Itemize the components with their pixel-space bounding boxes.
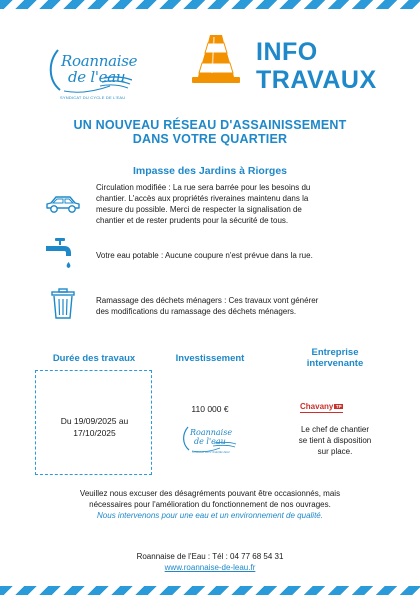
- info-travaux-title: [256, 38, 377, 94]
- logo-text-line2: de l'eau: [68, 68, 126, 86]
- duration-dates: [36, 415, 153, 439]
- duration-label: Durée des travaux: [52, 353, 136, 364]
- contractor-label-line2: intervenante: [306, 358, 364, 369]
- footer-contact: Roannaise de l'Eau : Tél : 04 77 68 54 31: [136, 552, 284, 561]
- contractor-badge: TP: [335, 404, 342, 410]
- logo-text-line1: Roannaise: [61, 52, 138, 70]
- site-manager-line2: se tient à disposition: [298, 436, 372, 445]
- roannaise-small-logo: [180, 424, 240, 456]
- apology-line2: nécessaires pour l'amélioration du fonctionnement de nos ouvrages.: [89, 500, 331, 509]
- duration-line1: Du 19/09/2025 au: [60, 416, 129, 426]
- site-manager-line3: sur place.: [317, 447, 353, 456]
- info-title-line2: TRAVAUX: [256, 66, 377, 94]
- traffic-line4: chantier et de rester prudents pour la sécurité de tous.: [96, 216, 289, 225]
- location-subtitle: Impasse des Jardins à Riorges: [132, 165, 288, 177]
- traffic-line1: Circulation modifiée : La rue sera barrée pour les besoins du: [96, 183, 311, 192]
- trash-bin-icon: [50, 288, 76, 320]
- contractor-logo: [300, 402, 343, 413]
- website-link[interactable]: www.roannaise-de-leau.fr: [164, 563, 256, 572]
- traffic-line2: chantier. L'accès aux propriétés riveraines maintenu dans la: [96, 194, 309, 203]
- apology-slogan: Nous intervenons pour une eau et un environnement de qualité.: [97, 511, 323, 520]
- contractor-label-line1: Entreprise: [311, 347, 359, 358]
- small-logo-text-line1: Roannaise: [190, 428, 233, 437]
- investment-label: Investissement: [175, 353, 245, 364]
- roannaise-logo: [44, 44, 138, 104]
- headline: [0, 118, 420, 146]
- car-icon: [44, 192, 82, 216]
- logo-tagline: SYNDICAT DU CYCLE DE L'EAU: [60, 95, 126, 100]
- duration-box: [35, 370, 152, 475]
- top-hazard-stripe: [0, 0, 420, 9]
- apology-line1: Veuillez nous excuser des désagréments pouvant être occasionnés, mais: [79, 489, 341, 498]
- footer: [0, 551, 420, 573]
- waste-line1: Ramassage des déchets ménagers : Ces travaux vont générer: [96, 296, 319, 305]
- small-logo-text-line2: de l'eau: [194, 437, 226, 446]
- water-line1: Votre eau potable : Aucune coupure n'est prévue dans la rue.: [96, 251, 313, 260]
- traffic-cone-icon: [188, 33, 244, 85]
- bottom-hazard-stripe: [0, 586, 420, 595]
- headline-line2: DANS VOTRE QUARTIER: [132, 132, 288, 146]
- apology-message: [0, 488, 420, 521]
- duration-line2: 17/10/2025: [73, 428, 116, 438]
- traffic-line3: mesure du possible. Merci de respecter la signalisation de: [96, 205, 302, 214]
- headline-line1: UN NOUVEAU RÉSEAU D'ASSAINISSEMENT: [73, 118, 347, 132]
- investment-amount: 110 000 €: [191, 404, 229, 414]
- contractor-label: [276, 347, 394, 369]
- contractor-name: Chavany: [300, 402, 334, 411]
- info-title-line1: INFO: [256, 38, 318, 66]
- small-logo-tagline: SYNDICAT DU CYCLE DE L'EAU: [192, 451, 230, 454]
- site-manager-note: [276, 424, 394, 457]
- site-manager-line1: Le chef de chantier: [300, 425, 370, 434]
- waste-line2: des modifications du ramassage des déchets ménagers.: [96, 307, 297, 316]
- water-tap-icon: [44, 236, 78, 272]
